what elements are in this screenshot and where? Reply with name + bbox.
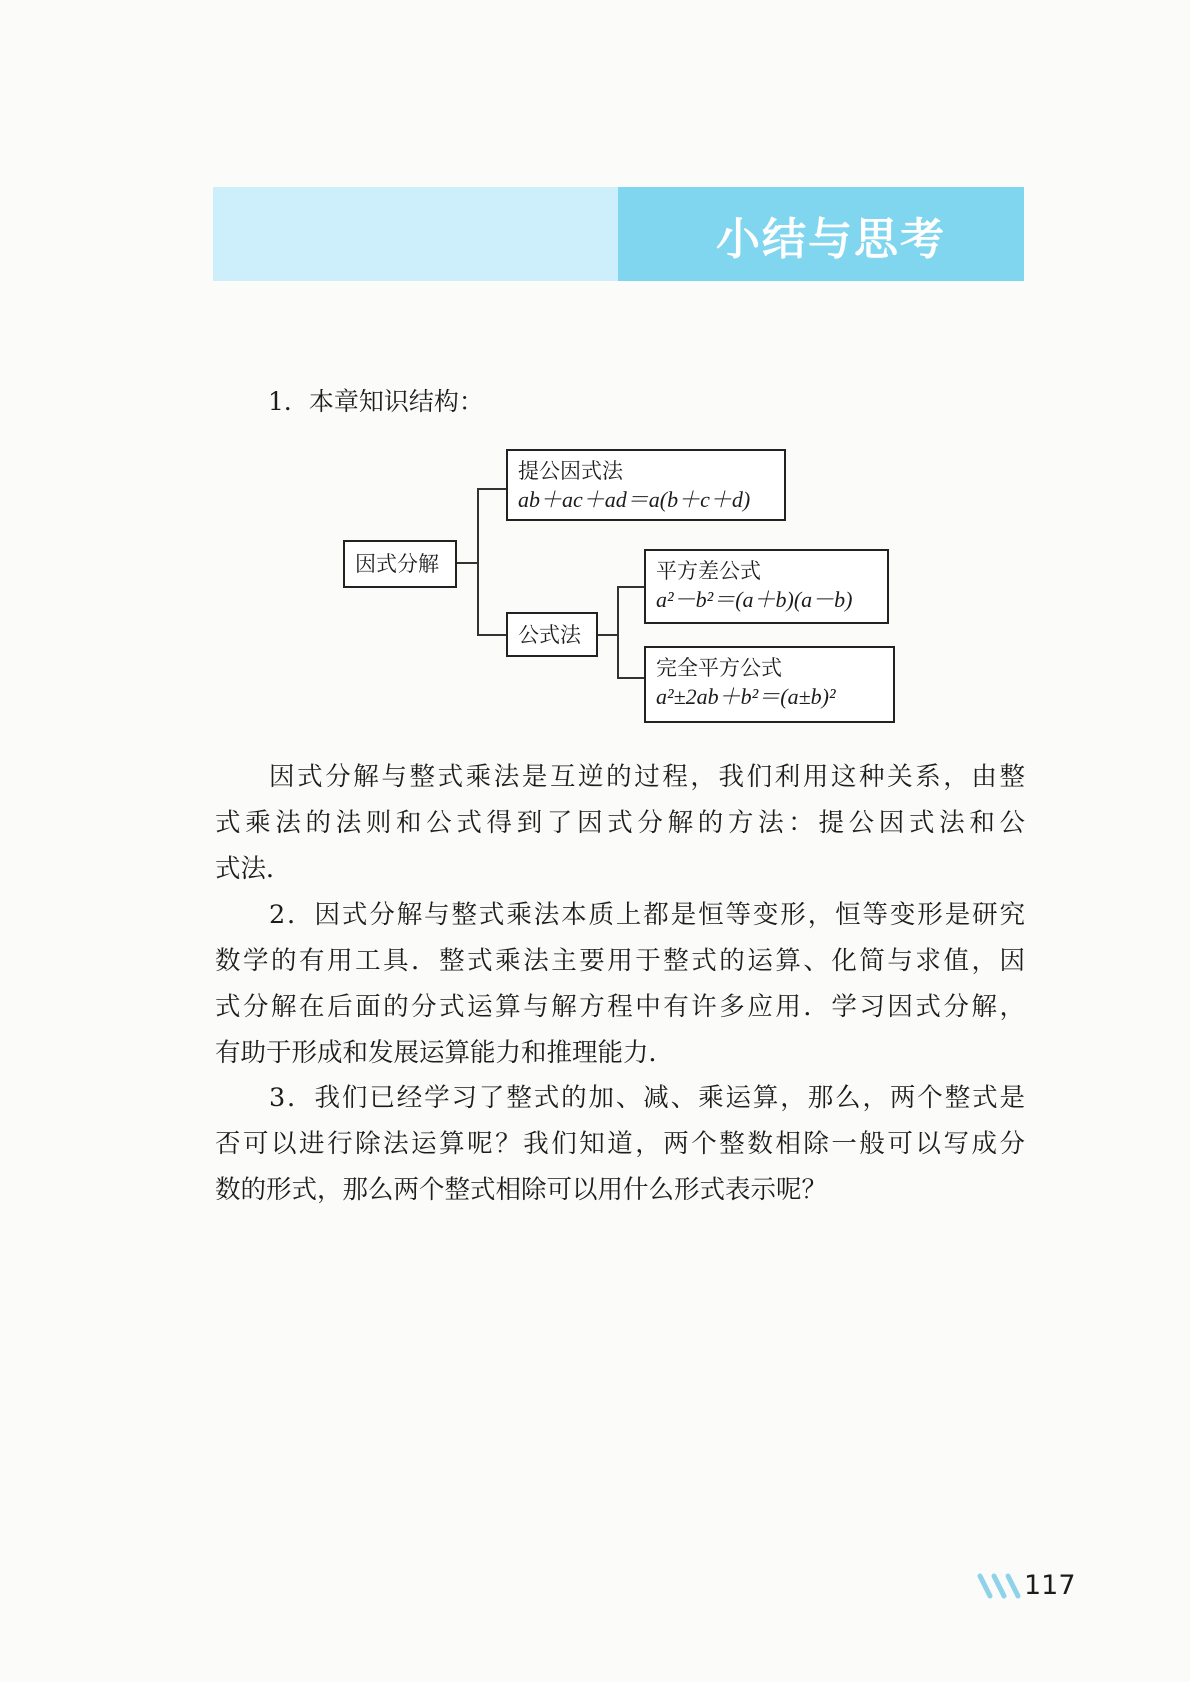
perfect-square-node	[644, 646, 895, 723]
diff-squares-node	[644, 549, 889, 624]
root-node	[343, 540, 457, 588]
diff-squares-label: 平方差公式	[656, 559, 761, 583]
formula-method-label: 公式法	[518, 623, 581, 647]
perfect-square-formula: a²±2ab＋b²＝(a±b)²	[656, 684, 836, 709]
paragraph-3	[215, 1075, 1025, 1213]
root-label: 因式分解	[355, 552, 439, 576]
common-factor-node	[506, 449, 786, 521]
text-line: 因式分解与整式乘法是互逆的过程，我们利用这种关系，由整	[269, 762, 1025, 792]
text-line: 式法．	[215, 854, 292, 884]
knowledge-structure-heading: 1．本章知识结构：	[268, 387, 484, 416]
diff-squares-formula: a²－b²＝(a＋b)(a－b)	[656, 587, 853, 612]
text-line: 有助于形成和发展运算能力和推理能力．	[215, 1038, 675, 1068]
text-line: 数学的有用工具．整式乘法主要用于整式的运算、化简与求值，因	[215, 946, 1025, 976]
section-title: 小结与思考	[716, 214, 946, 265]
text-line: 式分解在后面的分式运算与解方程中有许多应用．学习因式分解，	[215, 992, 1025, 1022]
perfect-square-label: 完全平方公式	[656, 656, 782, 680]
section-banner	[213, 187, 1024, 281]
text-line: 3．我们已经学习了整式的加、减、乘运算，那么，两个整式是	[269, 1083, 1025, 1113]
text-line: 2．因式分解与整式乘法本质上都是恒等变形，恒等变形是研究	[269, 900, 1025, 930]
formula-method-node	[506, 612, 598, 657]
text-line: 数的形式，那么两个整式相除可以用什么形式表示呢？	[215, 1175, 828, 1205]
paragraph-2	[215, 892, 1025, 1076]
common-factor-formula: ab＋ac＋ad＝a(b＋c＋d)	[518, 487, 751, 512]
paragraph-1	[215, 754, 1025, 892]
page-stripes-icon	[977, 1573, 1023, 1599]
page-number: 117	[1024, 1570, 1076, 1601]
common-factor-label: 提公因式法	[518, 459, 623, 483]
text-line: 否可以进行除法运算呢？我们知道，两个整数相除一般可以写成分	[215, 1129, 1025, 1159]
text-line: 式乘法的法则和公式得到了因式分解的方法：提公因式法和公	[215, 808, 1025, 838]
